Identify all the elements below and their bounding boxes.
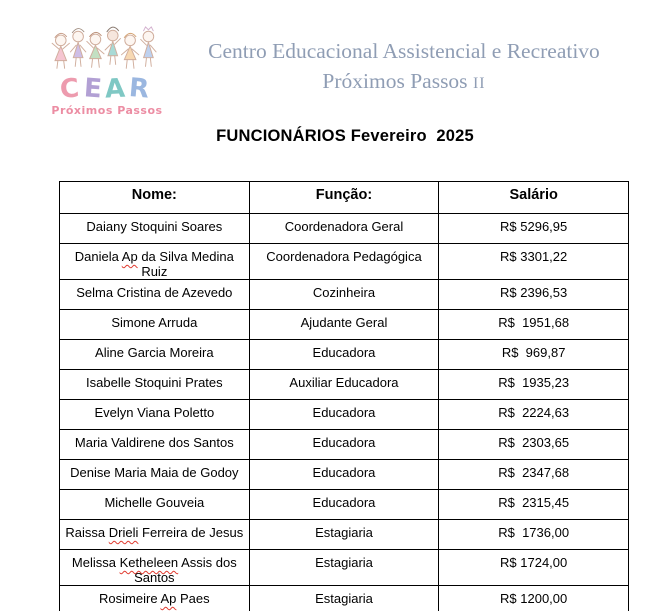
org-title-line1: Centro Educacional Assistencial e Recreativo [208,39,600,63]
role-cell: Estagiaria [249,586,439,611]
table-row [60,310,629,340]
name-word: Rosimeire [99,591,158,606]
name-cell [60,370,250,400]
table-row [60,460,629,490]
name-word: Jesus [209,525,244,540]
salary-cell: R$ 1935,23 [439,370,629,400]
name-word: Isabelle [86,375,131,390]
salary-cell: R$ 5296,95 [439,214,629,244]
cear-letter: R [128,73,155,105]
cear-acronym [44,73,170,105]
role-cell: Educadora [249,460,439,490]
table-row [60,430,629,460]
salary-cell: R$ 969,87 [439,340,629,370]
table-row [60,550,629,586]
name-word: Stoquini [130,219,178,234]
salary-cell: R$ 1736,00 [439,520,629,550]
org-title-line2-suffix: II [472,75,486,92]
document-heading: FUNCIONÁRIOS Fevereiro 2025 [216,127,474,145]
name-cell [60,400,250,430]
misspelled-word: Ketheleen [119,555,179,570]
role-cell: Educadora [249,340,439,370]
salary-cell: R$ 1724,00 [439,550,629,586]
table-row [60,520,629,550]
staff-table-body [60,214,629,611]
name-word: Raissa [65,525,106,540]
name-word: de [164,285,179,300]
cear-letter: A [104,73,131,105]
role-cell: Cozinheira [249,280,439,310]
name-word: de [191,525,206,540]
name-word: Selma [76,285,114,300]
name-word: Silva [159,249,188,264]
name-cell [60,244,250,280]
name-word: Paes [179,591,210,606]
name-word: Simone [111,315,156,330]
role-cell: Educadora [249,430,439,460]
name-cell [60,310,250,340]
name-word: de [182,465,197,480]
table-row [60,244,629,280]
name-word: Maia [150,465,179,480]
table-row [60,280,629,310]
cear-logo [44,24,170,117]
cear-letter: C [59,73,85,105]
name-word: Maria [74,435,108,450]
name-cell [60,280,250,310]
name-word: dos [168,435,190,450]
role-cell: Coordenadora Geral [249,214,439,244]
name-word: Prates [185,375,223,390]
role-cell: Educadora [249,490,439,520]
salary-cell: R$ 1200,00 [439,586,629,611]
role-cell: Auxiliar Educadora [249,370,439,400]
name-word: Arruda [158,315,198,330]
table-row [60,586,629,611]
name-word: Stoquini [134,375,182,390]
cear-letter: E [82,73,107,105]
name-word: Melissa [71,555,116,570]
name-word: Soares [181,219,223,234]
salary-cell: R$ 2396,53 [439,280,629,310]
name-word: Moreira [169,345,214,360]
name-word: da [141,249,156,264]
name-word: Maria [114,465,147,480]
org-title [178,36,630,99]
name-word: Viana [137,405,171,420]
name-cell [60,460,250,490]
name-word: Santos [193,435,234,450]
name-cell [60,490,250,520]
salary-cell: R$ 3301,22 [439,244,629,280]
name-word: Santos [134,570,175,585]
name-word: Daiany [86,219,127,234]
name-word: Michelle [104,495,153,510]
name-word: Daniela [74,249,119,264]
salary-cell: R$ 2303,65 [439,430,629,460]
salary-cell: R$ 2315,45 [439,490,629,520]
name-word: Poletto [173,405,215,420]
role-cell: Estagiaria [249,550,439,586]
misspelled-word: Ap [160,591,177,606]
name-word: Ruiz [141,264,168,279]
name-word: Aline [95,345,124,360]
name-word: Assis [181,555,213,570]
name-word: Garcia [127,345,166,360]
salary-cell: R$ 2347,68 [439,460,629,490]
name-cell [60,430,250,460]
misspelled-word: Ap [121,249,138,264]
name-word: dos [215,555,237,570]
salary-cell: R$ 1951,68 [439,310,629,340]
name-word: Ferreira [142,525,188,540]
name-word: Cristina [116,285,161,300]
name-word: Medina [191,249,234,264]
column-header-nome: Nome: [60,182,250,214]
name-word: Godoy [200,465,239,480]
logo-tagline: Próximos Passos [51,104,163,117]
misspelled-word: Drieli [108,525,139,540]
table-row [60,400,629,430]
table-row [60,370,629,400]
name-cell [60,520,250,550]
column-header-salario: Salário [439,182,629,214]
salary-cell: R$ 2224,63 [439,400,629,430]
name-cell [60,340,250,370]
name-cell [60,214,250,244]
table-row [60,490,629,520]
name-word: Azevedo [181,285,233,300]
role-cell: Coordenadora Pedagógica [249,244,439,280]
name-word: Gouveia [155,495,205,510]
org-title-line2-text: Próximos Passos [322,69,468,93]
name-cell [60,550,250,586]
children-illustration-icon [49,24,165,76]
role-cell: Educadora [249,400,439,430]
role-cell: Estagiaria [249,520,439,550]
name-word: Denise [70,465,111,480]
org-title-line2 [178,66,630,99]
staff-table-header [60,182,629,214]
name-word: Valdirene [111,435,166,450]
role-cell: Ajudante Geral [249,310,439,340]
staff-table [59,181,629,611]
column-header-funcao: Função: [249,182,439,214]
name-word: Evelyn [94,405,134,420]
name-cell [60,586,250,611]
table-row [60,214,629,244]
table-row [60,340,629,370]
